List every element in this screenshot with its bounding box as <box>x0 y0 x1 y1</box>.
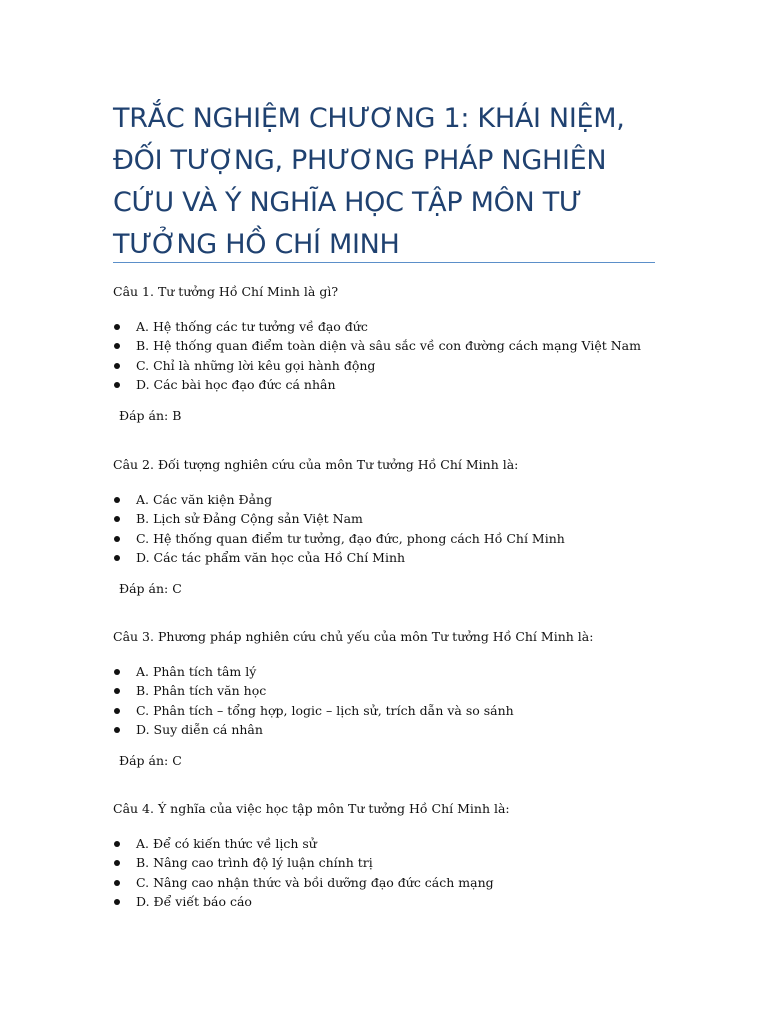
bullet-icon <box>114 899 120 905</box>
option-item <box>113 490 673 509</box>
bullet-icon <box>114 880 120 886</box>
option-item <box>113 701 673 720</box>
bullet-icon <box>114 860 120 866</box>
option-label: A. Hệ thống các tư tưởng về đạo đức <box>136 319 368 334</box>
options-list <box>113 662 673 740</box>
answer-text: Đáp án: C <box>119 752 182 768</box>
option-label: C. Hệ thống quan điểm tư tưởng, đạo đức, phong cách Hồ Chí Minh <box>136 530 565 546</box>
option-item <box>113 317 673 336</box>
option-item <box>113 529 673 548</box>
bullet-icon <box>114 688 120 694</box>
bullet-icon <box>114 841 120 847</box>
question-block-3 <box>113 629 673 769</box>
answer-text: Đáp án: C <box>119 580 182 596</box>
option-item <box>113 853 673 872</box>
option-label: B. Lịch sử Đảng Cộng sản Việt Nam <box>136 511 363 527</box>
bullet-icon <box>114 555 120 561</box>
option-item <box>113 873 673 892</box>
bullet-icon <box>114 669 120 675</box>
option-label: A. Các văn kiện Đảng <box>136 492 273 507</box>
option-label: D. Các bài học đạo đức cá nhân <box>136 377 336 393</box>
option-label: B. Nâng cao trình độ lý luận chính trị <box>136 855 373 871</box>
option-label: B. Phân tích văn học <box>136 683 267 699</box>
option-item <box>113 892 673 911</box>
option-item <box>113 662 673 681</box>
option-item <box>113 681 673 700</box>
bullet-icon <box>114 497 120 503</box>
options-list <box>113 834 673 912</box>
bullet-icon <box>114 516 120 522</box>
option-label: A. Để có kiến thức về lịch sử <box>136 836 317 851</box>
question-text: Câu 3. Phương pháp nghiên cứu chủ yếu của môn Tư tưởng Hồ Chí Minh là: <box>113 629 594 644</box>
bullet-icon <box>114 324 120 330</box>
option-label: B. Hệ thống quan điểm toàn diện và sâu sắc về con đường cách mạng Việt Nam <box>136 338 641 354</box>
bullet-icon <box>114 363 120 369</box>
option-label: D. Các tác phẩm văn học của Hồ Chí Minh <box>136 550 406 566</box>
question-text: Câu 4. Ý nghĩa của việc học tập môn Tư tưởng Hồ Chí Minh là: <box>113 801 510 816</box>
page-title: TRẮC NGHIỆM CHƯƠNG 1: KHÁI NIỆM, ĐỐI TƯỢNG, PHƯƠNG PHÁP NGHIÊN CỨU VÀ Ý NGHĨA HỌC TẬP MÔN TƯ TƯỞNG HỒ CHÍ MINH <box>113 103 625 260</box>
option-item <box>113 336 673 355</box>
option-label: C. Phân tích – tổng hợp, logic – lịch sử, trích dẫn và so sánh <box>136 702 514 718</box>
bullet-icon <box>114 343 120 349</box>
question-block-1 <box>113 284 673 424</box>
options-list <box>113 317 673 395</box>
bullet-icon <box>114 536 120 542</box>
title-underline <box>113 262 655 263</box>
option-item <box>113 509 673 528</box>
answer-text: Đáp án: B <box>119 407 182 423</box>
option-label: D. Suy diễn cá nhân <box>136 722 263 738</box>
question-block-2 <box>113 457 673 597</box>
question-text: Câu 1. Tư tưởng Hồ Chí Minh là gì? <box>113 284 339 299</box>
bullet-icon <box>114 382 120 388</box>
option-label: D. Để viết báo cáo <box>136 894 252 910</box>
option-item <box>113 375 673 394</box>
question-block-4 <box>113 801 673 912</box>
option-item <box>113 834 673 853</box>
option-label: A. Phân tích tâm lý <box>136 664 257 679</box>
bullet-icon <box>114 708 120 714</box>
option-item <box>113 356 673 375</box>
option-item <box>113 548 673 567</box>
question-text: Câu 2. Đối tượng nghiên cứu của môn Tư tưởng Hồ Chí Minh là: <box>113 457 519 472</box>
options-list <box>113 490 673 568</box>
bullet-icon <box>114 727 120 733</box>
option-label: C. Chỉ là những lời kêu gọi hành động <box>136 357 376 373</box>
option-label: C. Nâng cao nhận thức và bồi dưỡng đạo đức cách mạng <box>136 874 494 890</box>
option-item <box>113 720 673 739</box>
